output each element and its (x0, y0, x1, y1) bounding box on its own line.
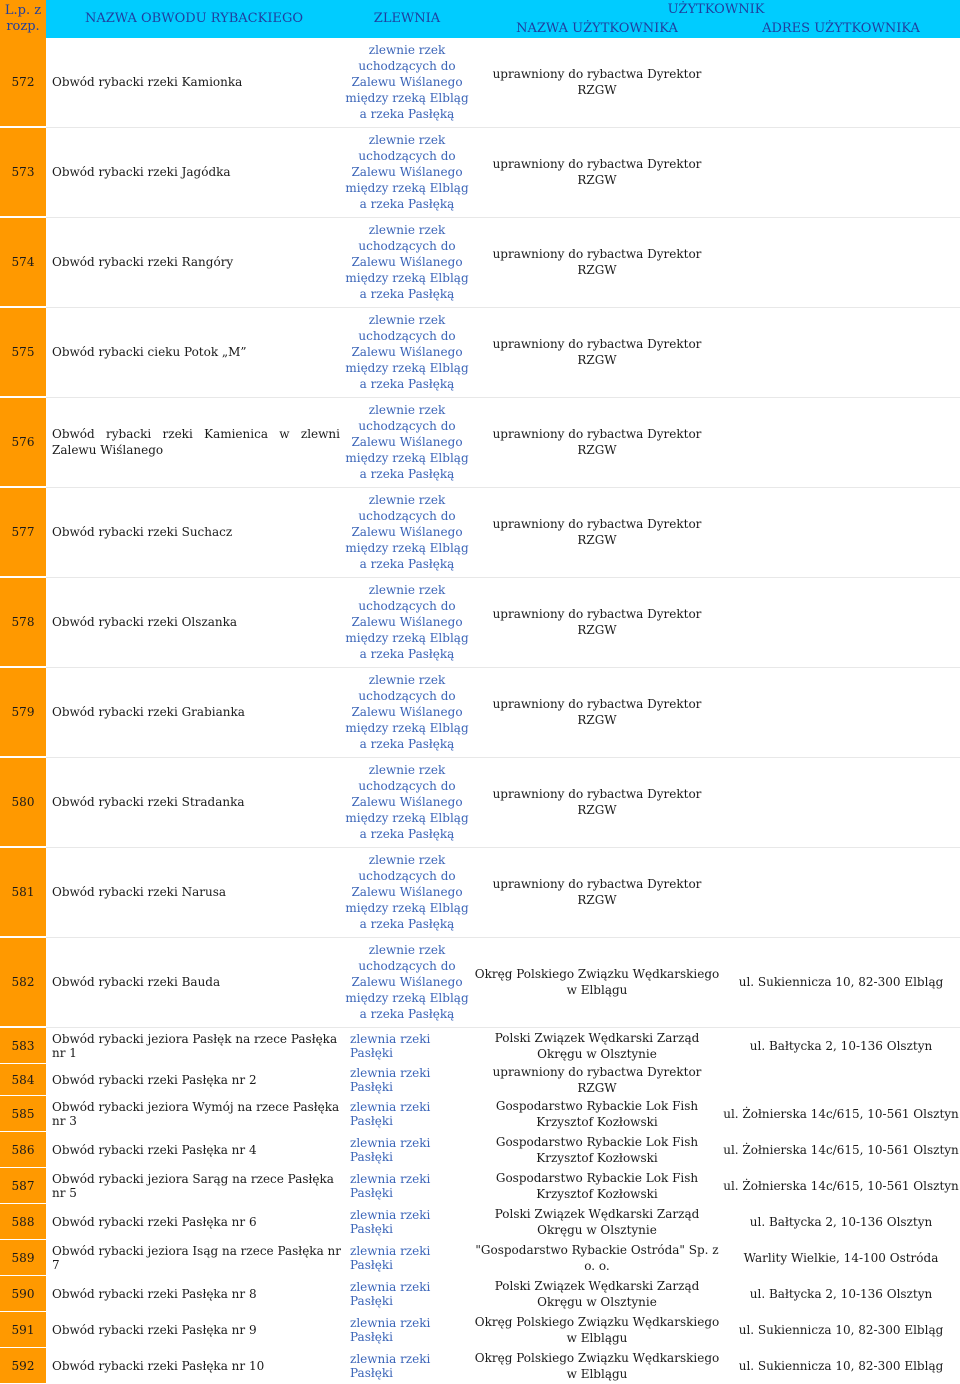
user-name-cell: Gospodarstwo Rybackie Lok Fish Krzysztof Kozłowski (495, 1098, 699, 1129)
basin-cell: zlewnie rzek uchodzących do Zalewu Wiślanego między rzeką Elbląg a rzeka Pasłęką (342, 127, 472, 217)
user-address-cell: ul. Sukiennicza 10, 82-300 Elbląg (738, 1358, 944, 1373)
district-name: Obwód rybacki rzeki Narusa (46, 847, 342, 937)
user-address-cell (722, 667, 960, 757)
table-row (0, 397, 960, 487)
user-address-cell: ul. Sukiennicza 10, 82-300 Elbląg (738, 1322, 944, 1337)
row-number: 582 (0, 937, 46, 1027)
basin-cell: zlewnie rzek uchodzących do Zalewu Wiślanego między rzeką Elbląg a rzeka Pasłęką (342, 487, 472, 577)
basin-cell: zlewnia rzeki Pasłęki (350, 1207, 431, 1236)
row-number: 579 (0, 667, 46, 757)
table-row (0, 1348, 960, 1384)
district-name: Obwód rybacki jeziora Wymój na rzece Pasłęka nr 3 (52, 1099, 340, 1128)
user-name-cell: "Gospodarstwo Rybackie Ostróda" Sp. z o. o. (475, 1242, 719, 1273)
table-row (0, 667, 960, 757)
district-name: Obwód rybacki rzeki Pasłęka nr 8 (52, 1286, 257, 1301)
basin-cell: zlewnia rzeki Pasłęki (350, 1351, 431, 1380)
district-name: Obwód rybacki rzeki Kamionka (46, 38, 342, 127)
district-name: Obwód rybacki rzeki Grabianka (46, 667, 342, 757)
row-number: 589 (0, 1240, 46, 1276)
district-name: Obwód rybacki jeziora Sarąg na rzece Pasłęka nr 5 (52, 1171, 334, 1200)
district-name: Obwód rybacki rzeki Kamienica w zlewni Zalewu Wiślanego (46, 397, 342, 487)
row-number: 578 (0, 577, 46, 667)
district-name: Obwód rybacki rzeki Suchacz (46, 487, 342, 577)
row-number: 585 (0, 1096, 46, 1132)
basin-cell: zlewnie rzek uchodzących do Zalewu Wiślanego między rzeką Elbląg a rzeka Pasłęką (342, 38, 472, 127)
basin-cell: zlewnia rzeki Pasłęki (350, 1065, 431, 1094)
row-number: 576 (0, 397, 46, 487)
user-address-cell: ul. Żołnierska 14c/615, 10-561 Olsztyn (723, 1178, 959, 1193)
user-name-cell: uprawniony do rybactwa Dyrektor RZGW (472, 127, 722, 217)
table-row (0, 1312, 960, 1348)
table-row (0, 757, 960, 847)
table-row (0, 487, 960, 577)
table-row (0, 847, 960, 937)
district-name: Obwód rybacki rzeki Stradanka (46, 757, 342, 847)
user-name-cell: uprawniony do rybactwa Dyrektor RZGW (472, 307, 722, 397)
row-number: 581 (0, 847, 46, 937)
basin-cell: zlewnie rzek uchodzących do Zalewu Wiślanego między rzeką Elbląg a rzeka Pasłęką (342, 667, 472, 757)
user-name-cell: Okręg Polskiego Związku Wędkarskiego w Elblągu (472, 937, 722, 1027)
row-number: 587 (0, 1168, 46, 1204)
user-name-cell: uprawniony do rybactwa Dyrektor RZGW (472, 757, 722, 847)
table-row (0, 127, 960, 217)
row-number: 575 (0, 307, 46, 397)
user-address-cell: ul. Żołnierska 14c/615, 10-561 Olsztyn (723, 1142, 959, 1157)
user-address-cell (722, 38, 960, 127)
user-name-cell: uprawniony do rybactwa Dyrektor RZGW (492, 1064, 702, 1095)
district-name: Obwód rybacki rzeki Pasłęka nr 2 (52, 1072, 257, 1087)
table-row (0, 307, 960, 397)
basin-cell: zlewnie rzek uchodzących do Zalewu Wiślanego między rzeką Elbląg a rzeka Pasłęką (342, 397, 472, 487)
basin-cell: zlewnia rzeki Pasłęki (350, 1031, 431, 1060)
district-name: Obwód rybacki rzeki Rangóry (46, 217, 342, 307)
user-address-cell: ul. Sukiennicza 10, 82-300 Elbląg (722, 937, 960, 1027)
table-row (0, 1168, 960, 1204)
user-address-cell: Warlity Wielkie, 14-100 Ostróda (743, 1250, 939, 1265)
user-address-cell: ul. Żołnierska 14c/615, 10-561 Olsztyn (723, 1106, 959, 1121)
user-address-cell (722, 397, 960, 487)
user-address-cell (722, 1064, 960, 1096)
row-number: 583 (0, 1027, 46, 1064)
user-name-cell: uprawniony do rybactwa Dyrektor RZGW (472, 487, 722, 577)
row-number: 573 (0, 127, 46, 217)
user-address-cell: ul. Bałtycka 2, 10-136 Olsztyn (749, 1214, 933, 1229)
user-address-cell (722, 847, 960, 937)
row-number: 591 (0, 1312, 46, 1348)
row-number: 588 (0, 1204, 46, 1240)
basin-cell: zlewnia rzeki Pasłęki (350, 1135, 431, 1164)
district-name: Obwód rybacki rzeki Pasłęka nr 6 (52, 1214, 257, 1229)
district-name: Obwód rybacki jeziora Isąg na rzece Pasłęka nr 7 (52, 1243, 342, 1272)
user-address-cell (722, 577, 960, 667)
table-row (0, 217, 960, 307)
table-row (0, 1064, 960, 1096)
user-address-cell (722, 757, 960, 847)
basin-cell: zlewnia rzeki Pasłęki (350, 1171, 431, 1200)
row-number: 592 (0, 1348, 46, 1384)
row-number: 590 (0, 1276, 46, 1312)
table-row (0, 1276, 960, 1312)
user-name-cell: uprawniony do rybactwa Dyrektor RZGW (472, 667, 722, 757)
row-number: 577 (0, 487, 46, 577)
user-name-cell: Gospodarstwo Rybackie Lok Fish Krzysztof Kozłowski (495, 1134, 699, 1165)
basin-cell: zlewnia rzeki Pasłęki (350, 1099, 431, 1128)
basin-cell: zlewnie rzek uchodzących do Zalewu Wiślanego między rzeką Elbląg a rzeka Pasłęką (342, 847, 472, 937)
basin-cell: zlewnie rzek uchodzących do Zalewu Wiślanego między rzeką Elbląg a rzeka Pasłęką (342, 577, 472, 667)
header-lp: L.p. z rozp. (0, 0, 46, 38)
user-name-cell: Okręg Polskiego Związku Wędkarskiego w Elblągu (474, 1350, 720, 1381)
user-name-cell: uprawniony do rybactwa Dyrektor RZGW (472, 397, 722, 487)
basin-cell: zlewnie rzek uchodzących do Zalewu Wiślanego między rzeką Elbląg a rzeka Pasłęką (342, 937, 472, 1027)
district-name: Obwód rybacki rzeki Pasłęka nr 4 (52, 1142, 257, 1157)
user-address-cell: ul. Bałtycka 2, 10-136 Olsztyn (749, 1286, 933, 1301)
user-address-cell (722, 127, 960, 217)
row-number: 580 (0, 757, 46, 847)
row-number: 574 (0, 217, 46, 307)
district-name: Obwód rybacki rzeki Jagódka (46, 127, 342, 217)
header-user-address: ADRES UŻYTKOWNIKA (722, 20, 960, 38)
user-address-cell (722, 487, 960, 577)
table-row (0, 1204, 960, 1240)
district-name: Obwód rybacki rzeki Pasłęka nr 9 (52, 1322, 257, 1337)
basin-cell: zlewnia rzeki Pasłęki (350, 1243, 431, 1272)
user-name-cell: uprawniony do rybactwa Dyrektor RZGW (472, 38, 722, 127)
basin-cell: zlewnie rzek uchodzących do Zalewu Wiślanego między rzeką Elbląg a rzeka Pasłęką (342, 307, 472, 397)
district-name: Obwód rybacki rzeki Pasłęka nr 10 (52, 1358, 265, 1373)
user-name-cell: Polski Związek Wędkarski Zarząd Okręgu w Olsztynie (494, 1278, 700, 1309)
header-user: UŻYTKOWNIK (472, 0, 960, 20)
row-number: 572 (0, 38, 46, 127)
basin-cell: zlewnia rzeki Pasłęki (350, 1315, 431, 1344)
district-name: Obwód rybacki cieku Potok „M” (46, 307, 342, 397)
row-number: 584 (0, 1064, 46, 1096)
header-district-name: NAZWA OBWODU RYBACKIEGO (46, 0, 342, 38)
user-name-cell: uprawniony do rybactwa Dyrektor RZGW (472, 577, 722, 667)
user-name-cell: uprawniony do rybactwa Dyrektor RZGW (472, 217, 722, 307)
table-row (0, 1096, 960, 1132)
user-name-cell: Polski Związek Wędkarski Zarząd Okręgu w Olsztynie (494, 1206, 700, 1237)
header-basin: ZLEWNIA (342, 0, 472, 38)
table-row (0, 38, 960, 127)
user-name-cell: Polski Związek Wędkarski Zarząd Okręgu w Olsztynie (494, 1030, 700, 1061)
user-address-cell (722, 217, 960, 307)
user-name-cell: Okręg Polskiego Związku Wędkarskiego w Elblągu (474, 1314, 720, 1345)
district-name: Obwód rybacki jeziora Pasłęk na rzece Pasłęka nr 1 (52, 1031, 338, 1060)
table-row (0, 1132, 960, 1168)
user-address-cell: ul. Bałtycka 2, 10-136 Olsztyn (749, 1038, 933, 1053)
table-row (0, 1240, 960, 1276)
row-number: 586 (0, 1132, 46, 1168)
header-user-name: NAZWA UŻYTKOWNIKA (472, 20, 722, 38)
basin-cell: zlewnie rzek uchodzących do Zalewu Wiślanego między rzeką Elbląg a rzeka Pasłęką (342, 217, 472, 307)
basin-cell: zlewnie rzek uchodzących do Zalewu Wiślanego między rzeką Elbląg a rzeka Pasłęką (342, 757, 472, 847)
table-row (0, 1027, 960, 1064)
user-address-cell (722, 307, 960, 397)
table-row (0, 937, 960, 1027)
district-name: Obwód rybacki rzeki Bauda (46, 937, 342, 1027)
table-header (0, 0, 960, 38)
user-name-cell: uprawniony do rybactwa Dyrektor RZGW (472, 847, 722, 937)
basin-cell: zlewnia rzeki Pasłęki (350, 1279, 431, 1308)
user-name-cell: Gospodarstwo Rybackie Lok Fish Krzysztof Kozłowski (495, 1170, 699, 1201)
table-row (0, 577, 960, 667)
district-name: Obwód rybacki rzeki Olszanka (46, 577, 342, 667)
